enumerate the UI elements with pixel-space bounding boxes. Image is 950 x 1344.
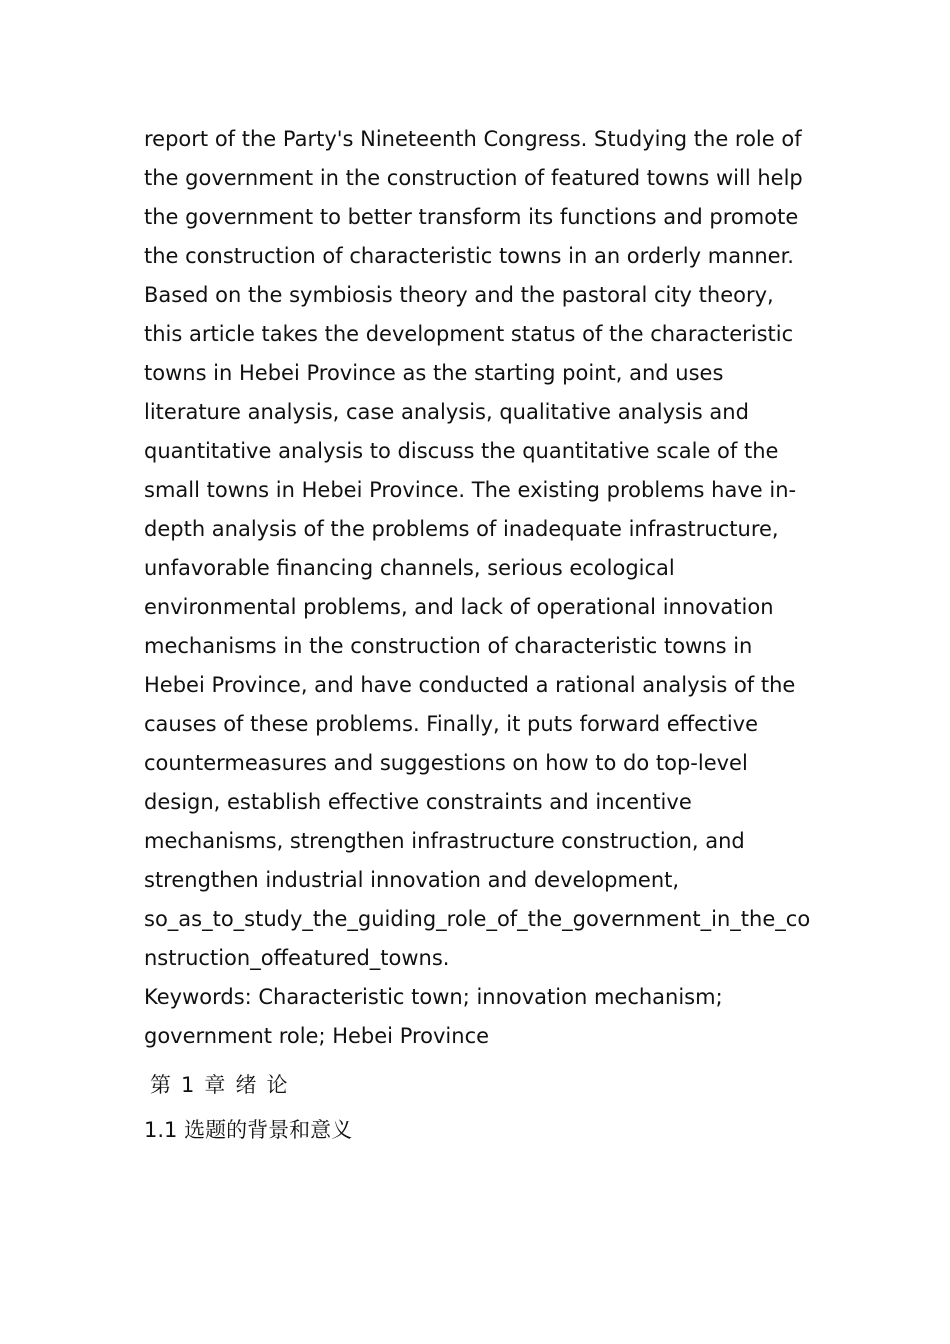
document-page	[144, 120, 814, 1150]
chapter-title: 第 1 章 绪 论	[150, 1073, 290, 1097]
section-title: 1.1 选题的背景和意义	[144, 1118, 353, 1142]
abstract-main-paragraph: Based on the symbiosis theory and the pastoral city theory, this article takes the development status of the characteristic towns in Hebei Province as the starting point, and uses literature analysis, case analysis, qualitative analysis and quantitative analysis to discuss the quantitative scale of the small towns in Hebei Province. The existing problems have in-depth analysis of the problems of inadequate infrastructure, unfavorable financing channels, serious ecological environmental problems, and lack of operational innovation mechanisms in the construction of characteristic towns in Hebei Province, and have conducted a rational analysis of the causes of these problems. Finally, it puts forward effective countermeasures and suggestions on how to do top-level design, establish effective constraints and incentive mechanisms, strengthen infrastructure construction, and strengthen industrial innovation and development, so_as_to_study_the_guiding_role_of_the_government_in_the_construction_offeatured_towns.	[144, 283, 811, 970]
abstract-continuation-paragraph: report of the Party's Nineteenth Congress. Studying the role of the government in the construction of featured towns will help the government to better transform its functions and promote the construction of characteristic towns in an orderly manner.	[144, 127, 803, 268]
keywords-paragraph: Keywords: Characteristic town; innovation mechanism; government role; Hebei Province	[144, 985, 723, 1048]
